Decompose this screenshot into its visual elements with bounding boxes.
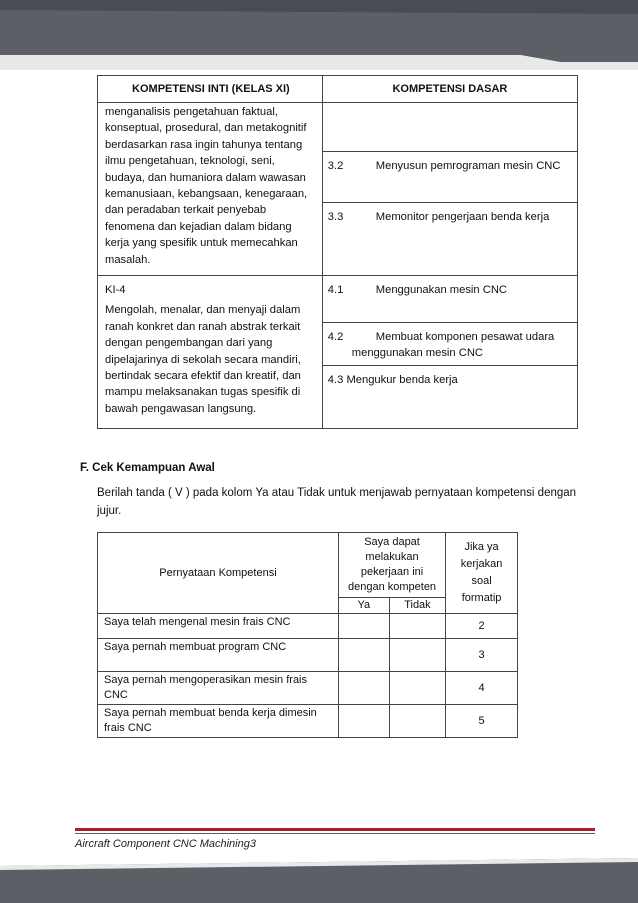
footer-rule — [75, 828, 595, 831]
kd-3-2-cell — [322, 152, 577, 203]
competency-header-row — [98, 76, 578, 103]
header-kompetensi-dasar: KOMPETENSI DASAR — [322, 76, 577, 103]
soal-number: 4 — [446, 672, 518, 705]
header-if-yes: Jika ya kerjakan soal formatip — [446, 533, 518, 614]
kd-4-2-text-line1: Membuat komponen pesawat udara — [375, 331, 555, 343]
kd-4-2-text-line2: menggunakan mesin CNC — [351, 347, 483, 360]
kd-empty-cell — [322, 103, 577, 152]
ya-checkbox-cell[interactable] — [338, 705, 389, 738]
tidak-checkbox-cell[interactable] — [389, 705, 445, 738]
kd-3-3-number: 3.3 — [327, 211, 344, 223]
soal-number: 2 — [446, 614, 518, 639]
ya-checkbox-cell[interactable] — [338, 639, 389, 672]
statement-cell: Saya pernah membuat program CNC — [98, 639, 339, 672]
soal-number: 3 — [446, 639, 518, 672]
section-f-heading: F. Cek Kemampuan Awal — [80, 462, 215, 474]
statement-cell: Saya telah mengenal mesin frais CNC — [98, 614, 339, 639]
kd-4-3-text: 4.3 Mengukur benda kerja — [327, 374, 458, 386]
kd-3-3-text: Memonitor pengerjaan benda kerja — [375, 211, 550, 223]
tidak-checkbox-cell[interactable] — [389, 614, 445, 639]
tidak-checkbox-cell[interactable] — [389, 672, 445, 705]
ki4-cell — [98, 276, 323, 429]
kd-4-1-number: 4.1 — [327, 284, 344, 296]
kd-4-2-cell — [322, 323, 577, 366]
header-tidak: Tidak — [389, 598, 445, 614]
kd-4-1-cell — [322, 276, 577, 323]
section-f-instruction: Berilah tanda ( V ) pada kolom Ya atau Tidak untuk menjawab pernyataan kompetensi dengan jujur. — [97, 487, 577, 517]
ki3-cell — [98, 103, 323, 276]
statement-cell: Saya pernah membuat benda kerja dimesin frais CNC — [98, 705, 339, 738]
tidak-checkbox-cell[interactable] — [389, 639, 445, 672]
kd-3-3-cell — [322, 203, 577, 276]
kd-4-3-cell — [322, 366, 577, 429]
kd-4-1-text: Menggunakan mesin CNC — [375, 284, 507, 296]
soal-number: 5 — [446, 705, 518, 738]
kd-3-2-text: Menyusun pemrograman mesin CNC — [375, 160, 561, 172]
statement-cell: Saya pernah mengoperasikan mesin frais CNC — [98, 672, 339, 705]
kd-3-2-number: 3.2 — [327, 160, 344, 172]
competency-table — [97, 75, 578, 429]
ya-checkbox-cell[interactable] — [338, 672, 389, 705]
ki3-text: menganalisis pengetahuan faktual, konseptual, prosedural, dan metakognitif berdasarkan rasa ingin tahunya tentang ilmu pengetahuan, teknologi, seni, budaya, dan humaniora dalam wawasan kemanusiaan, kebangsaan, kenegaraan, dan peradaban terkait penyebab fenomena dan kejadian dalam bidang kerja yang spesifik untuk memecahkan masalah. — [105, 106, 308, 266]
footer-rule-thin — [75, 833, 595, 834]
table-row — [98, 672, 518, 705]
self-check-table — [97, 532, 518, 738]
table-row — [98, 705, 518, 738]
footer-band — [0, 858, 638, 903]
header-statement: Pernyataan Kompetensi — [98, 533, 339, 614]
ki4-text: Mengolah, menalar, dan menyaji dalam ranah konkret dan ranah abstrak terkait dengan pengembangan dari yang dipelajarinya di sekolah secara mandiri, bertindak secara efektif dan kreatif, dan mampu melaksanakan tugas spesifik di bawah pengawasan langsung. — [105, 304, 301, 415]
header-band — [0, 0, 638, 70]
kd-4-2-number: 4.2 — [327, 331, 344, 343]
header-can-do: Saya dapat melakukan pekerjaan ini dengan kompeten — [338, 533, 445, 598]
table-row — [98, 639, 518, 672]
ya-checkbox-cell[interactable] — [338, 614, 389, 639]
header-ya: Ya — [338, 598, 389, 614]
header-kompetensi-inti: KOMPETENSI INTI (KELAS XI) — [98, 76, 323, 103]
footer-text: Aircraft Component CNC Machining3 — [75, 838, 256, 850]
table-row — [98, 614, 518, 639]
ki4-label: KI-4 — [105, 284, 126, 296]
